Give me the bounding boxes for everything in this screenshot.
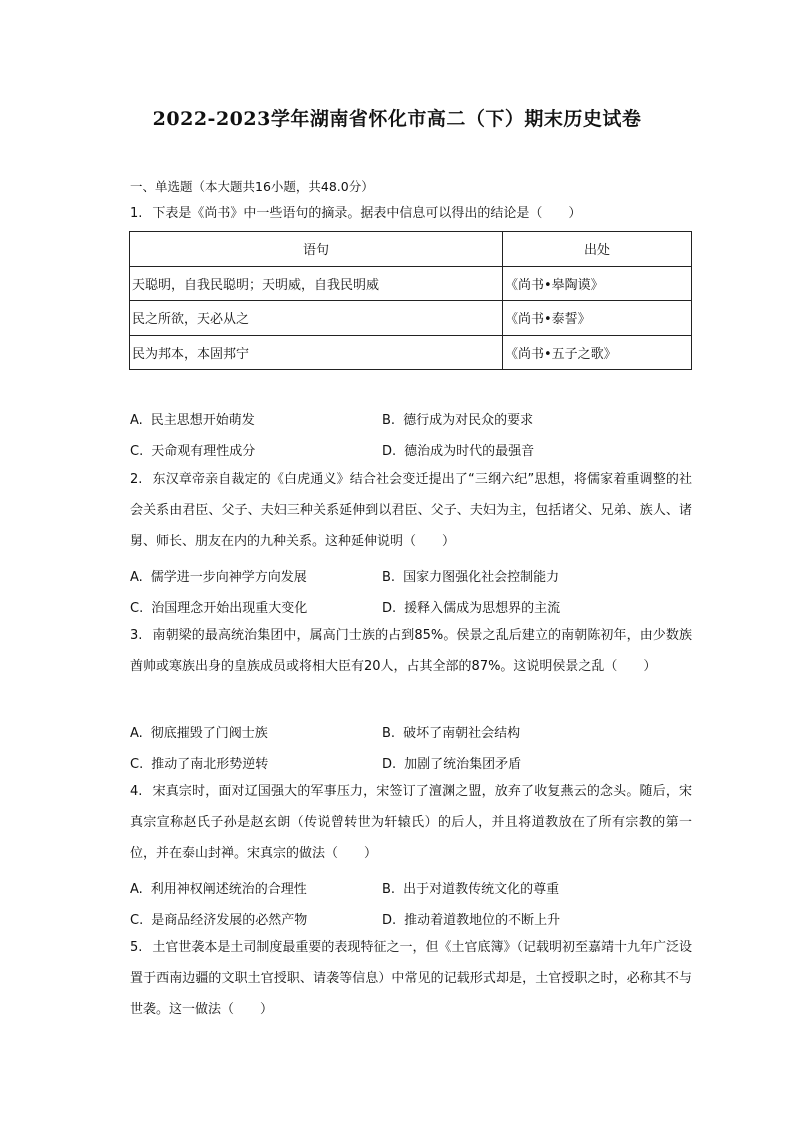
option-label: B. (382, 570, 396, 585)
option-a[interactable] (130, 722, 268, 741)
option-b[interactable] (382, 409, 533, 428)
option-d[interactable] (382, 753, 521, 772)
option-text: 天命观有理性成分 (151, 444, 256, 459)
option-text: 民主思想开始萌发 (150, 413, 255, 428)
table-header: 出处 (503, 232, 692, 267)
question-5 (130, 932, 692, 1025)
option-d[interactable] (382, 597, 560, 616)
option-a[interactable] (130, 409, 255, 428)
option-text: 推动了南北形势逆转 (151, 757, 269, 772)
option-label: C. (130, 913, 144, 928)
option-text: 国家力图强化社会控制能力 (403, 570, 560, 585)
question-2 (130, 464, 692, 557)
question-1 (130, 198, 692, 229)
option-label: A. (130, 570, 143, 585)
option-text: 加剧了统治集团矛盾 (404, 757, 522, 772)
option-c[interactable] (130, 440, 255, 459)
table-header: 语句 (130, 232, 503, 267)
option-a[interactable] (130, 878, 307, 897)
option-label: C. (130, 601, 144, 616)
option-d[interactable] (382, 440, 534, 459)
page-title: 2022-2023学年湖南省怀化市高二（下）期末历史试卷 (152, 108, 642, 130)
option-label: A. (130, 413, 143, 428)
question-stem: 宋真宗时，面对辽国强大的军事压力，宋签订了澶渊之盟，放弃了收复燕云的念头。随后，宋真宗宣称赵氏子孙是赵玄朗（传说曾转世为轩辕氏）的后人，并且将道教放在了所有宗教的第一位，并在泰山封禅。宋真宗的做法（ ） (130, 784, 692, 861)
option-a[interactable] (130, 566, 307, 585)
question-number: 4. (130, 784, 143, 799)
table-cell: 民为邦本，本固邦宁 (130, 335, 503, 370)
option-label: C. (130, 444, 144, 459)
option-b[interactable] (382, 878, 559, 897)
question-stem: 下表是《尚书》中一些语句的摘录。据表中信息可以得出的结论是（ ） (152, 206, 582, 221)
table-cell: 民之所欲，天必从之 (130, 301, 503, 336)
table-cell: 《尚书•皋陶谟》 (503, 266, 692, 301)
question-number: 3. (130, 628, 143, 643)
question-3 (130, 620, 692, 682)
option-text: 治国理念开始出现重大变化 (151, 601, 308, 616)
table-cell: 《尚书•五子之歌》 (503, 335, 692, 370)
question-number: 1. (130, 206, 143, 221)
option-label: A. (130, 726, 143, 741)
option-label: D. (382, 757, 397, 772)
table-row (130, 301, 692, 336)
option-label: A. (130, 882, 143, 897)
table-header-row (130, 232, 692, 267)
option-text: 德治成为时代的最强音 (404, 444, 535, 459)
option-label: B. (382, 882, 396, 897)
question-number: 2. (130, 472, 143, 487)
question-stem: 土官世袭本是土司制度最重要的表现特征之一，但《土官底簿》（记载明初至嘉靖十九年广泛设置于西南边疆的文职土官授职、请袭等信息）中常见的记载形式却是，土官授职之时，必称其不与世袭。这一做法（ ） (130, 940, 692, 1017)
option-label: C. (130, 757, 144, 772)
table-cell: 《尚书•泰誓》 (503, 301, 692, 336)
question-4 (130, 776, 692, 869)
question-stem: 东汉章帝亲自裁定的《白虎通义》结合社会变迁提出了“三纲六纪”思想，将儒家着重调整的社会关系由君臣、父子、夫妇三种关系延伸到以君臣、父子、夫妇为主，包括诸父、兄弟、族人、诸舅、师长、朋友在内的九种关系。这种延伸说明（ ） (130, 472, 692, 549)
option-text: 援释入儒成为思想界的主流 (404, 601, 561, 616)
option-d[interactable] (382, 909, 560, 928)
option-text: 出于对道教传统文化的尊重 (403, 882, 560, 897)
option-text: 推动着道教地位的不断上升 (404, 913, 561, 928)
option-text: 彻底摧毁了门阀士族 (150, 726, 268, 741)
option-text: 儒学进一步向神学方向发展 (150, 570, 307, 585)
option-c[interactable] (130, 909, 307, 928)
option-label: B. (382, 413, 396, 428)
option-label: B. (382, 726, 396, 741)
option-c[interactable] (130, 753, 268, 772)
quote-table (129, 231, 692, 370)
option-text: 德行成为对民众的要求 (403, 413, 534, 428)
question-number: 5. (130, 940, 143, 955)
option-b[interactable] (382, 722, 520, 741)
table-row (130, 335, 692, 370)
option-label: D. (382, 913, 397, 928)
question-stem: 南朝梁的最高统治集团中，属高门士族的占到85%。侯景之乱后建立的南朝陈初年，由少数族酋帅或寒族出身的皇族成员或将相大臣有20人，占其全部的87%。这说明侯景之乱（ ） (130, 628, 692, 674)
option-label: D. (382, 601, 397, 616)
option-label: D. (382, 444, 397, 459)
table-cell: 天聪明，自我民聪明；天明威，自我民明威 (130, 266, 503, 301)
option-c[interactable] (130, 597, 307, 616)
section-heading: 一、单选题（本大题共16小题，共48.0分） (130, 179, 374, 194)
table-row (130, 266, 692, 301)
option-text: 破坏了南朝社会结构 (403, 726, 521, 741)
option-text: 是商品经济发展的必然产物 (151, 913, 308, 928)
option-text: 利用神权阐述统治的合理性 (150, 882, 307, 897)
option-b[interactable] (382, 566, 559, 585)
